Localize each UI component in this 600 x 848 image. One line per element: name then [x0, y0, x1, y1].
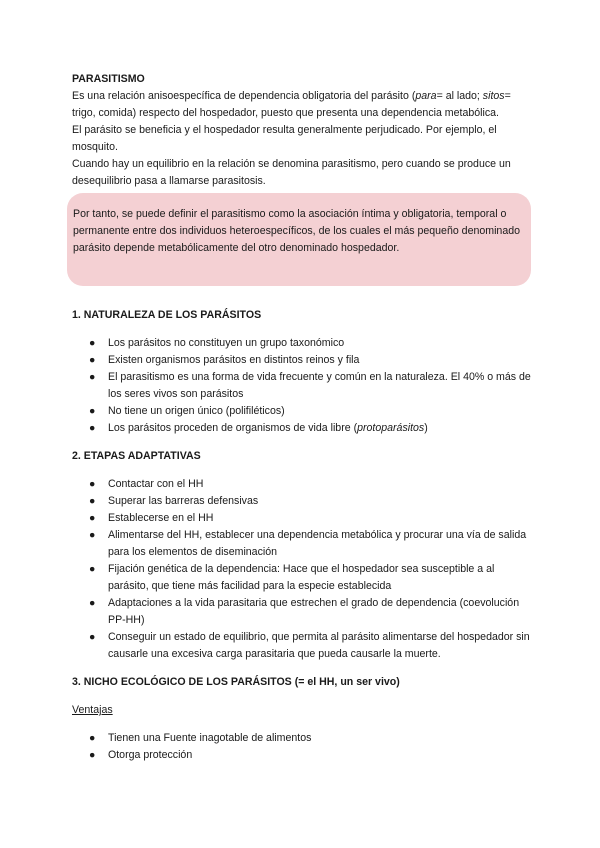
bullet-icon: ●: [89, 529, 96, 541]
list-item: ● Adaptaciones a la vida parasitaria que estrechen el grado de dependencia (coevolución PP-HH): [89, 597, 520, 626]
list-item: ● No tiene un origen único (polifiléticos): [72, 403, 534, 420]
bullet-icon: ●: [89, 732, 96, 744]
bullet-icon: ●: [89, 631, 96, 643]
intro-paragraph-2: El parásito se beneficia y el hospedador resulta generalmente perjudicado. Por ejemplo, el mosquito.: [72, 124, 497, 153]
bullet-icon: ●: [89, 337, 96, 349]
list-item: ● Fijación genética de la dependencia: Hace que el hospedador sea susceptible a al parásito, que tiene más facilidad para la especie establecida: [89, 563, 495, 592]
list-item: ● Contactar con el HH: [72, 476, 534, 493]
intro-paragraph-3: Cuando hay un equilibrio en la relación se denomina parasitismo, pero cuando se produce un desequilibrio pasa a llamarse parasitosis.: [72, 158, 511, 187]
list-item: ● Existen organismos parásitos en distintos reinos y fila: [72, 352, 534, 369]
section-2-list: [72, 476, 534, 663]
section-1-list: [72, 335, 534, 437]
list-item: ● Conseguir un estado de equilibrio, que permita al parásito alimentarse del hospedador sin causarle una excesiva carga parasitaria que pueda causarle la muerte.: [89, 631, 530, 660]
section-3-list: [72, 730, 534, 764]
list-item: ● Tienen una Fuente inagotable de alimentos: [72, 730, 534, 747]
bullet-icon: ●: [89, 354, 96, 366]
bullet-icon: ●: [89, 478, 96, 490]
bullet-icon: ●: [89, 512, 96, 524]
bullet-icon: ●: [89, 597, 96, 609]
bullet-icon: ●: [89, 495, 96, 507]
callout-text: Por tanto, se puede definir el parasitismo como la asociación íntima y obligatoria, temporal o permanente entre dos individuos heteroespecíficos, de los cuales el más pequeño denominado parásito depende metabólicamente del otro denominado hospedador.: [73, 208, 520, 254]
list-item: ● Los parásitos no constituyen un grupo taxonómico: [72, 335, 534, 352]
ventajas-subheading: Ventajas: [72, 704, 113, 716]
intro-paragraph-1: Es una relación anisoespecífica de dependencia obligatoria del parásito (para= al lado; sitos= trigo, comida) respecto del hospedador, puesto que presenta una dependencia metabólica.: [72, 90, 511, 119]
bullet-icon: ●: [89, 405, 96, 417]
document-page: [72, 71, 534, 764]
bullet-icon: ●: [89, 422, 96, 434]
list-item: ● Otorga protección: [72, 747, 534, 764]
list-item: ● Los parásitos proceden de organismos de vida libre (protoparásitos): [72, 420, 534, 437]
list-item: ● Superar las barreras defensivas: [72, 493, 534, 510]
list-item: ● Alimentarse del HH, establecer una dependencia metabólica y procurar una vía de salida para los elementos de diseminación: [89, 529, 527, 558]
section-1-heading: 1. NATURALEZA DE LOS PARÁSITOS: [72, 309, 262, 321]
bullet-icon: ●: [89, 563, 96, 575]
section-2-heading: 2. ETAPAS ADAPTATIVAS: [72, 450, 201, 462]
list-item: ● El parasitismo es una forma de vida frecuente y común en la naturaleza. El 40% o más de los seres vivos son parásitos: [89, 371, 531, 400]
list-item: ● Establecerse en el HH: [72, 510, 534, 527]
page-title: PARASITISMO: [72, 73, 145, 85]
bullet-icon: ●: [89, 749, 96, 761]
bullet-icon: ●: [89, 371, 96, 383]
section-3-heading: 3. NICHO ECOLÓGICO DE LOS PARÁSITOS (= el HH, un ser vivo): [72, 676, 400, 688]
